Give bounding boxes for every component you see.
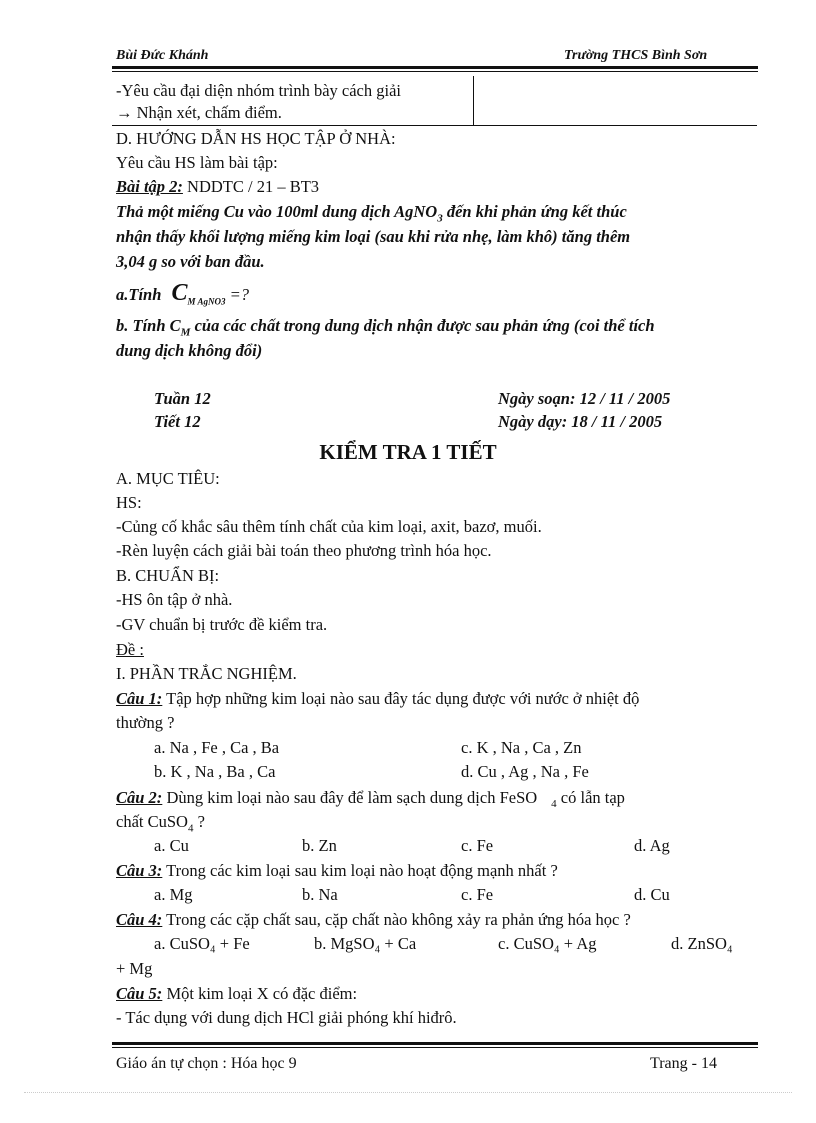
question-2-option-c: c. Fe — [461, 836, 494, 855]
question-4 — [116, 909, 631, 931]
part-a-label: a.Tính — [116, 285, 162, 304]
question-4-option-c: c. CuSO₄ + Ag — [498, 934, 597, 953]
question-4-option-d: d. ZnSO₄ — [671, 934, 733, 953]
question-2-text2: chất CuSO — [116, 812, 188, 831]
header-rule-thick — [112, 66, 758, 69]
question-1 — [116, 688, 639, 710]
header-school: Trường THCS Bình Sơn — [564, 48, 708, 63]
question-3-option-c: c. Fe — [461, 885, 494, 904]
section-a-hs: HS: — [116, 493, 142, 512]
part-b-text: b. Tính C — [116, 316, 181, 335]
question-4-label: Câu 4: — [116, 910, 163, 929]
question-1-text2: thường ? — [116, 713, 175, 732]
page-title: KIỂM TRA 1 TIẾT — [319, 440, 497, 464]
question-1-option-a: a. Na , Fe , Ca , Ba — [154, 738, 280, 757]
part-one-heading: I. PHẦN TRẮC NGHIỆM. — [116, 664, 297, 683]
exercise-label: Bài tập 2: — [116, 177, 183, 196]
section-b-prep1: -HS ôn tập ở nhà. — [116, 590, 233, 609]
problem-line1-text: Thả một miếng Cu vào 100ml dung dịch AgNO — [116, 202, 438, 221]
question-1-option-c: c. K , Na , Ca , Zn — [461, 738, 582, 757]
problem-line1-sub: 3 — [437, 212, 443, 225]
table-cell-line1: -Yêu cầu đại diện nhóm trình bày cách giải — [116, 81, 401, 100]
lesson-week: Tuần 12 — [154, 389, 211, 408]
part-a-symbol: C — [171, 280, 188, 306]
question-2-option-a: a. Cu — [154, 836, 189, 855]
question-3-text: Trong các kim loại sau kim loại nào hoạt động mạnh nhất ? — [162, 861, 558, 880]
question-2-text: Dùng kim loại nào sau đây để làm sạch dung dịch FeSO — [162, 788, 538, 807]
question-3-label: Câu 3: — [116, 861, 163, 880]
footer-page-number: Trang - 14 — [650, 1055, 717, 1072]
question-2-option-b: b. Zn — [302, 836, 337, 855]
question-1-option-d: d. Cu , Ag , Na , Fe — [461, 762, 589, 781]
question-1-text: Tập hợp những kim loại nào sau đây tác dụng được với nước ở nhiệt độ — [162, 689, 640, 708]
question-2-sub: 4 — [551, 798, 557, 811]
section-a-goal1: -Củng cố khắc sâu thêm tính chất của kim loại, axit, bazơ, muối. — [116, 517, 542, 536]
question-3 — [116, 860, 558, 882]
question-1-option-b: b. K , Na , Ba , Ca — [154, 762, 276, 781]
page-edge-dots — [24, 1092, 792, 1093]
table-divider — [473, 76, 474, 125]
question-2-text2-sub: 4 — [187, 822, 194, 835]
footer-rule-thick — [112, 1042, 758, 1045]
footer-left: Giáo án tự chọn : Hóa học 9 — [116, 1055, 297, 1072]
part-b-line2: dung dịch không đổi) — [116, 341, 263, 360]
question-4-overflow: + Mg — [116, 959, 153, 978]
header-author: Bùi Đức Khánh — [116, 48, 209, 63]
part-a-sub: M AgNO3 — [187, 296, 226, 307]
question-4-text: Trong các cặp chất sau, cặp chất nào không xảy ra phản ứng hóa học ? — [162, 910, 631, 929]
question-5-label: Câu 5: — [116, 984, 163, 1003]
question-2-text-end: có lẫn tạp — [556, 788, 625, 807]
part-b-text-end: của các chất trong dung dịch nhận được sau phản ứng (coi thể tích — [190, 316, 655, 335]
section-d-intro: Yêu cầu HS làm bài tập: — [116, 153, 278, 172]
question-5-text2: - Tác dụng với dung dịch HCl giải phóng khí hiđrô. — [116, 1008, 457, 1027]
lesson-period: Tiết 12 — [154, 412, 201, 431]
lesson-prep-date: Ngày soạn: 12 / 11 / 2005 — [498, 389, 671, 408]
problem-line1-end: đến khi phản ứng kết thúc — [442, 202, 627, 221]
question-2-label: Câu 2: — [116, 788, 163, 807]
section-b-prep2: -GV chuẩn bị trước đề kiểm tra. — [116, 615, 328, 634]
footer-rule-thin — [112, 1047, 758, 1048]
question-2-text2-end: ? — [193, 812, 205, 831]
header-rule-thin — [112, 71, 758, 72]
question-2-option-d: d. Ag — [634, 836, 670, 855]
question-1-label: Câu 1: — [116, 689, 163, 708]
section-a-heading: A. MỤC TIÊU: — [116, 469, 220, 488]
part-a-line — [116, 282, 249, 312]
part-b-sub: M — [180, 326, 191, 339]
section-d-heading: D. HƯỚNG DẪN HS HỌC TẬP Ở NHÀ: — [116, 129, 396, 148]
question-5 — [116, 983, 357, 1005]
problem-line2: nhận thấy khối lượng miếng kim loại (sau khi rửa nhẹ, làm khô) tăng thêm — [116, 227, 631, 246]
question-3-option-a: a. Mg — [154, 885, 193, 904]
question-3-option-d: d. Cu — [634, 885, 670, 904]
table-cell-line2: → Nhận xét, chấm điểm. — [116, 103, 282, 122]
question-3-option-b: b. Na — [302, 885, 338, 904]
exam-label: Đề : — [116, 640, 144, 659]
part-a-end: =? — [229, 285, 249, 304]
question-4-option-a: a. CuSO₄ + Fe — [154, 934, 250, 953]
section-a-goal2: -Rèn luyện cách giải bài toán theo phương trình hóa học. — [116, 541, 492, 560]
lesson-teach-date: Ngày dạy: 18 / 11 / 2005 — [498, 412, 663, 431]
exercise-ref: NDDTC / 21 – BT3 — [182, 177, 320, 196]
question-4-option-b: b. MgSO₄ + Ca — [314, 934, 417, 953]
exercise-line — [116, 176, 319, 198]
section-b-heading: B. CHUẨN BỊ: — [116, 566, 220, 585]
question-5-text: Một kim loại X có đặc điểm: — [162, 984, 358, 1003]
problem-line3: 3,04 g so với ban đầu. — [116, 252, 265, 271]
